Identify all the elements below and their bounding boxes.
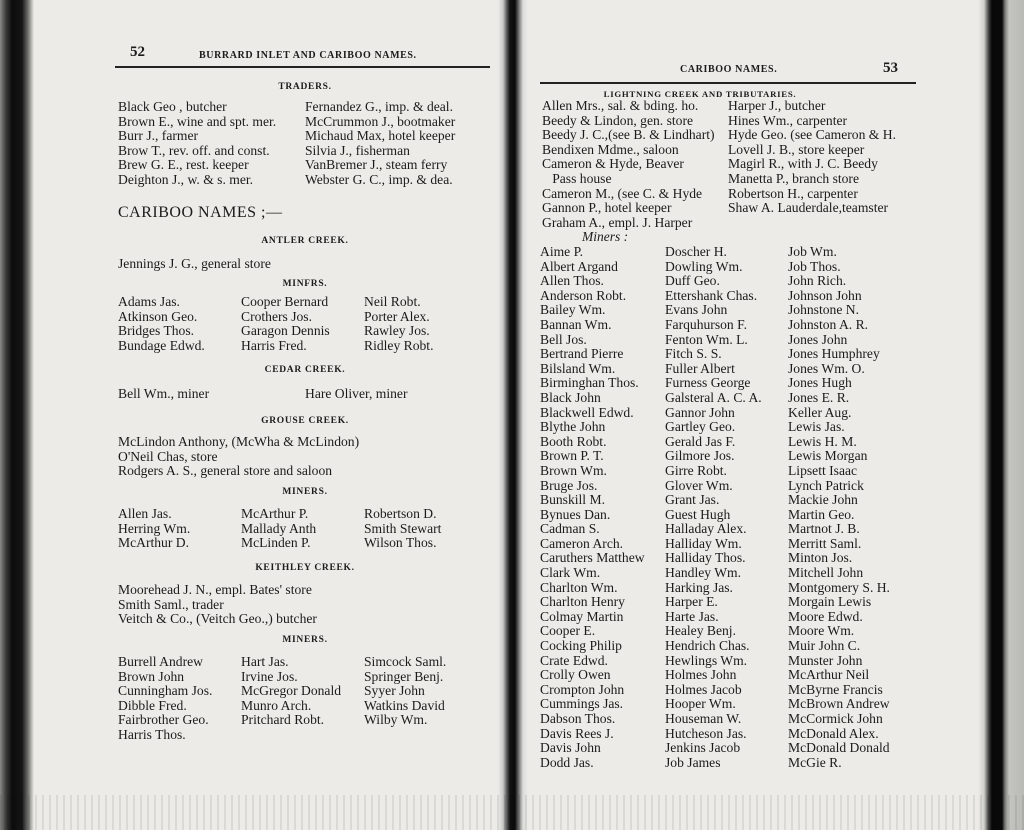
list-item: Galsteral A. C. A. [665,389,762,405]
list-item: Gartley Geo. [665,419,736,435]
list-item: Smith Stewart [364,520,442,536]
list-item: McByrne Francis [788,681,883,697]
list-item: Allen Jas. [118,506,172,521]
list-item: Brown Wm. [540,462,607,478]
list-item: John Rich. [788,273,847,289]
list-item: Halliday Thos. [665,550,746,566]
list-item: Jones John [788,331,848,347]
list-item: Pritchard Robt. [241,712,325,728]
list-item: Morgain Lewis [788,594,872,610]
list-item: Girre Robt. [665,462,727,478]
list-item: Cummings Jas. [540,696,624,712]
list-item: Davis Rees J. [540,725,614,741]
heading-grouse-miners: MINERS. [282,487,328,497]
list-item: Harking Jas. [665,579,733,595]
keithley-miners-list [118,655,446,743]
list-item: Fairbrother Geo. [118,712,209,728]
list-column [788,245,890,770]
list-item: Brow T., rev. off. and const. [118,142,270,158]
list-item: Martin Geo. [788,506,855,522]
list-item: Rawley Jos. [364,323,430,339]
header-rule-right [540,82,916,84]
list-item: Job James [665,754,721,770]
list-item: Bell Jos. [540,331,587,347]
list-item: Harte Jas. [665,608,719,624]
list-item: Magirl R., with J. C. Beedy [728,156,878,172]
list-item: Lewis H. M. [788,433,857,449]
list-item: Cooper Bernard [241,294,329,309]
list-column [118,387,305,402]
list-item: Johnston A. R. [788,316,869,332]
traders-list [118,100,455,188]
list-item: McLindon Anthony, (McWha & McLindon) [118,434,360,449]
list-item: McArthur D. [118,535,189,551]
list-item: Ettershank Chas. [665,287,758,303]
list-item: Montgomery S. H. [788,579,890,595]
list-item: Merritt Saml. [788,535,862,551]
list-item: Lewis Morgan [788,448,868,464]
heading-traders: TRADERS. [278,82,332,92]
list-item: Jones E. R. [788,389,850,405]
list-item: Halladay Alex. [665,521,747,537]
list-item: Brown E., wine and spt. mer. [118,113,277,129]
list-column [118,295,241,353]
list-item: Minton Jos. [788,550,853,566]
heading-antler-miners: MINFRS. [282,279,328,289]
list-item: Cunningham Jos. [118,683,213,699]
list-item: Lewis Jas. [788,419,845,435]
list-column [540,245,665,770]
list-item: Atkinson Geo. [118,308,198,324]
list-item: Cocking Philip [540,638,622,654]
book-gutter [498,0,528,830]
list-item: Hendrich Chas. [665,638,750,654]
list-item: McArthur P. [241,506,309,521]
list-item: McBrown Andrew [788,696,890,712]
list-item: Wilby Wm. [364,712,428,728]
lightning-list [542,99,896,230]
list-item: Job Wm. [788,244,837,259]
list-item: Charlton Wm. [540,579,618,595]
antler-entries [118,257,271,272]
list-item: McLinden P. [241,535,311,551]
list-item: Harper J., butcher [728,98,826,113]
list-item: Black Geo , butcher [118,99,227,114]
list-item: Bannan Wm. [540,316,612,332]
list-item: Holmes Jacob [665,681,742,697]
list-item: Bell Wm., miner [118,386,210,401]
list-item: Cameron M., (see C. & Hyde [542,185,703,201]
list-item: Bynues Dan. [540,506,611,522]
list-item: McGie R. [788,754,842,770]
list-item: Evans John [665,302,728,318]
list-column [364,295,433,353]
list-item: Fenton Wm. L. [665,331,748,347]
list-column [364,655,446,743]
list-item: Charlton Henry [540,594,625,610]
list-item: Deighton J., w. & s. mer. [118,171,254,187]
list-item: Harris Thos. [118,726,186,742]
scan-edge-left [0,0,34,830]
list-item: Veitch & Co., (Veitch Geo.,) butcher [118,611,317,627]
list-item: Hooper Wm. [665,696,736,712]
list-item: Black John [540,389,601,405]
list-item: Colmay Martin [540,608,624,624]
list-item: Halliday Wm. [665,535,742,551]
heading-lightning-creek: LIGHTNING CREEK AND TRIBUTARIES. [603,89,797,99]
list-item: Jennings J. G., general store [118,256,271,271]
list-item: Hart Jas. [241,654,289,669]
list-item: Crothers Jos. [241,308,312,324]
heading-lightning-miners: Miners : [582,229,629,244]
list-item: Silvia J., fisherman [305,142,410,158]
list-item: Job Thos. [788,258,841,274]
list-item: Crolly Owen [540,667,611,683]
list-column [118,655,241,743]
list-item: Harper E. [665,594,718,610]
list-item: Munster John [788,652,863,668]
list-column [305,387,408,402]
heading-keithley-miners: MINERS. [282,635,328,645]
list-item: Davis John [540,740,601,756]
list-item: Burr J., farmer [118,128,199,144]
list-item: Hines Wm., carpenter [728,112,848,128]
list-item: Bridges Thos. [118,323,195,339]
list-item: Mackie John [788,492,858,508]
list-column [364,507,441,551]
list-item: Dabson Thos. [540,711,616,726]
list-item: Michaud Max, hotel keeper [305,128,456,144]
list-item: Anderson Robt. [540,287,627,303]
list-column [728,99,896,230]
list-item: Furness George [665,375,751,391]
list-item: Robertson H., carpenter [728,185,858,201]
list-item: Gannon P., hotel keeper [542,200,672,216]
list-item: Watkins David [364,697,445,713]
list-item: Beedy & Lindon, gen. store [542,112,694,128]
list-item: Neil Robt. [364,294,421,309]
list-item: Duff Geo. [665,273,720,289]
heading-grouse-creek: GROUSE CREEK. [261,416,349,426]
list-item: Garagon Dennis [241,323,330,339]
list-item: Mitchell John [788,565,864,581]
list-item: Bilsland Wm. [540,360,616,376]
list-item: Fitch S. S. [665,346,722,362]
list-item: Bailey Wm. [540,302,606,318]
grouse-miners-list [118,507,441,551]
list-item: Allen Mrs., sal. & bding. ho. [542,98,699,113]
list-item: Brown John [118,668,185,684]
list-item: Ridley Robt. [364,337,434,353]
list-item: Hyde Geo. (see Cameron & H. [728,127,896,143]
scan-bottom-noise [0,795,1024,830]
list-item: Webster G. C., imp. & dea. [305,171,453,187]
list-item: Moorehead J. N., empl. Bates' store [118,582,312,597]
list-item: Martnot J. B. [788,521,860,537]
list-item: Dowling Wm. [665,258,743,274]
scan-edge-right [978,0,1024,830]
lightning-miners-list [540,245,890,770]
list-item: McCrummon J., bootmaker [305,113,456,129]
list-item: Cameron & Hyde, Beaver [542,156,684,172]
list-item: Brown P. T. [540,448,604,464]
heading-keithley-creek: KEITHLEY CREEK. [255,563,355,573]
list-item: Syyer John [364,683,425,699]
list-item: Dodd Jas. [540,754,594,770]
list-item: Graham A., empl. J. Harper [542,214,693,230]
list-item: Johnson John [788,287,862,303]
list-item: Glover Wm. [665,477,733,493]
list-item: Crompton John [540,681,625,697]
list-item: Lovell J. B., store keeper [728,141,865,157]
list-item: Wilson Thos. [364,535,437,551]
list-item: Cadman S. [540,521,600,537]
list-column [542,99,728,230]
list-item: Herring Wm. [118,520,191,536]
running-head-right: CARIBOO NAMES. [680,64,778,75]
list-item: Gerald Jas F. [665,433,736,449]
list-column [241,295,364,353]
list-item: Booth Robt. [540,433,607,449]
list-item: Blythe John [540,419,606,435]
list-item: Fuller Albert [665,360,735,376]
list-item: Fernandez G., imp. & deal. [305,99,453,114]
heading-cedar-creek: CEDAR CREEK. [264,365,346,375]
list-item: Birminghan Thos. [540,375,639,391]
list-item: Beedy J. C.,(see B. & Lindhart) [542,127,715,143]
list-item: Shaw A. Lauderdale,teamster [728,200,889,216]
list-item: Healey Benj. [665,623,736,639]
list-item: Springer Benj. [364,668,444,684]
list-item: Houseman W. [665,711,742,726]
list-item: Burrell Andrew [118,654,203,669]
list-item: Doscher H. [665,244,727,259]
page-number-left: 52 [130,44,145,60]
list-item: Munro Arch. [241,697,312,713]
list-item: Smith Saml., trader [118,596,224,612]
list-item: O'Neil Chas, store [118,448,218,464]
list-item: McArthur Neil [788,667,870,683]
list-item: McDonald Donald [788,740,890,756]
list-item: Jenkins Jacob [665,740,741,756]
list-item: Bertrand Pierre [540,346,624,362]
list-item: Porter Alex. [364,308,430,324]
list-item: Adams Jas. [118,294,180,309]
list-item: Hewlings Wm. [665,652,748,668]
heading-antler-creek: ANTLER CREEK. [261,236,349,246]
keithley-entries [118,583,317,627]
list-item: Irvine Jos. [241,668,298,684]
list-item: Harris Fred. [241,337,307,353]
grouse-entries [118,435,359,479]
list-column [241,655,364,743]
list-item: Rodgers A. S., general store and saloon [118,463,333,479]
list-item: McGregor Donald [241,683,342,699]
list-item: Bruge Jos. [540,477,598,493]
list-item: Handley Wm. [665,565,742,581]
list-item: Crate Edwd. [540,652,608,668]
list-column [118,507,241,551]
list-item: Bundage Edwd. [118,337,205,353]
list-item: Keller Aug. [788,404,852,420]
list-item: Muir John C. [788,638,861,654]
list-item: Holmes John [665,667,737,683]
list-item: Albert Argand [540,258,618,274]
cedar-list [118,387,408,402]
list-item: Allen Thos. [540,273,604,289]
list-item: Blackwell Edwd. [540,404,634,420]
list-item: Caruthers Matthew [540,550,645,566]
list-item: Johnstone N. [788,302,859,318]
list-item: McCormick John [788,711,883,726]
list-item: McDonald Alex. [788,725,879,741]
list-item: Grant Jas. [665,492,720,508]
list-item: Guest Hugh [665,506,731,522]
list-item: Gilmore Jos. [665,448,735,464]
list-item: Hare Oliver, miner [305,386,408,401]
list-item: Aime P. [540,244,584,259]
antler-miners-list [118,295,433,353]
list-item: Moore Edwd. [788,608,863,624]
list-column [305,100,455,188]
running-head-left: BURRARD INLET AND CARIBOO NAMES. [199,50,417,61]
list-item: Dibble Fred. [118,697,187,713]
list-item: Clark Wm. [540,565,601,581]
list-item: VanBremer J., steam ferry [305,157,448,173]
list-item: Jones Humphrey [788,346,880,362]
header-rule-left [115,66,490,68]
list-item: Jones Wm. O. [788,360,865,376]
list-item: Bunskill M. [540,492,605,508]
list-item: Hutcheson Jas. [665,725,747,741]
list-item: Moore Wm. [788,623,855,639]
list-item: Robertson D. [364,506,437,521]
list-item: Bendixen Mdme., saloon [542,141,679,157]
list-item: Cooper E. [540,623,596,639]
list-column [118,100,305,188]
list-item: Jones Hugh [788,375,852,391]
list-column [665,245,788,770]
list-item: Farquhurson F. [665,316,747,332]
list-item: Cameron Arch. [540,535,624,551]
list-column [241,507,364,551]
list-item: Pass house [542,170,612,186]
list-item: Simcock Saml. [364,654,447,669]
list-item: Manetta P., branch store [728,170,859,186]
list-item: Mallady Anth [241,520,317,536]
list-item: Lynch Patrick [788,477,864,493]
cariboo-names-title: CARIBOO NAMES ;— [118,204,283,221]
page-number-right: 53 [883,60,898,76]
list-item: Brew G. E., rest. keeper [118,157,249,173]
list-item: Lipsett Isaac [788,462,858,478]
list-item: Gannor John [665,404,735,420]
